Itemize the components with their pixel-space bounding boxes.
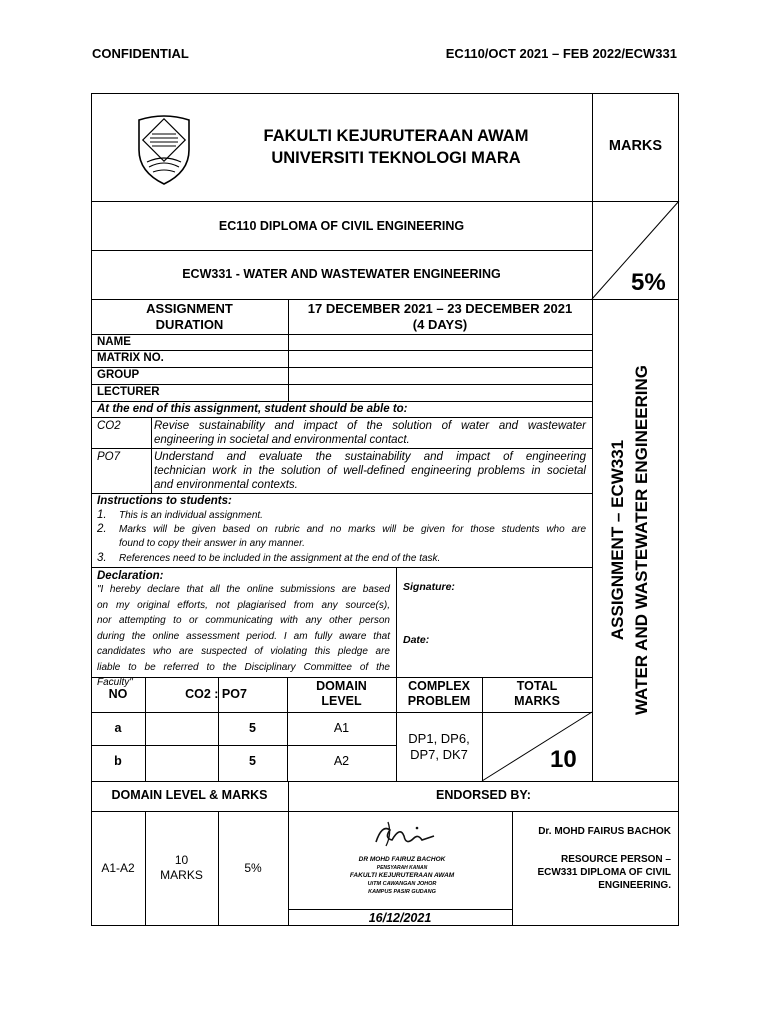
duration-dates-line1: 17 DECEMBER 2021 – 23 DECEMBER 2021 [307, 301, 573, 316]
domain-level-marks-heading: DOMAIN LEVEL & MARKS [111, 788, 268, 802]
name-label: NAME [97, 336, 131, 348]
row-b-marks: 5 [249, 754, 256, 768]
signature-label: Signature: [403, 581, 455, 593]
declaration-line: during the online assessment period. I am fully aware that [97, 630, 390, 642]
declaration-line: nor attempting to or communicating with any other person [97, 615, 390, 626]
programme-title: EC110 DIPLOMA OF CIVIL ENGINEERING [218, 219, 465, 233]
marks-text-line2: MARKS [160, 868, 203, 882]
confidential-label: CONFIDENTIAL [92, 46, 189, 61]
row-a-mark-input[interactable] [147, 715, 216, 743]
instruction-2-line1: Marks will be given based on rubric and no marks will be given for those students who are [119, 524, 586, 535]
faculty-name: FAKULTI KEJURUTERAAN AWAM [263, 127, 529, 145]
stamp-line: DR MOHD FAIRUZ BACHOK [358, 856, 446, 863]
university-name: UNIVERSITI TEKNOLOGI MARA [271, 149, 521, 167]
endorsed-by-heading: ENDORSED BY: [436, 788, 531, 802]
outcome-po7-line1: Understand and evaluate the sustainability and impact of engineering [154, 451, 586, 463]
endorser-role [514, 853, 671, 892]
course-code-header: EC110/OCT 2021 – FEB 2022/ECW331 [445, 46, 677, 61]
declaration-heading: Declaration: [97, 570, 164, 582]
matrix-input[interactable] [290, 352, 590, 365]
row-a-no: a [114, 721, 122, 735]
footer-percent: 5% [244, 861, 262, 875]
date-label: Date: [403, 634, 430, 646]
row-b-level: A2 [333, 754, 350, 768]
marks-text-line1: 10 [174, 853, 189, 867]
instruction-2-line2: found to copy their answer in any manner. [119, 538, 305, 549]
total-marks-value: 10 [550, 746, 577, 773]
side-label-line2: WATER AND WASTEWATER ENGINEERING [632, 364, 651, 716]
side-label-line1: ASSIGNMENT – ECW331 [608, 439, 627, 641]
lecturer-input[interactable] [290, 386, 590, 399]
signature-field[interactable] [400, 596, 588, 626]
outcome-po7-line3: and environmental contexts. [154, 479, 298, 491]
col-header-domain-level [287, 679, 396, 709]
matrix-label: MATRIX NO. [97, 352, 164, 364]
uitm-logo [133, 112, 195, 186]
outcome-co2-line2: engineering in societal and environmental contact. [154, 434, 410, 446]
outcome-po7-line2: technician work in the solution of well-defined engineering problems in societal [154, 465, 586, 477]
duration-label-line2: DURATION [155, 317, 224, 332]
complex-header-line1: COMPLEX [408, 679, 470, 693]
col-header-co-po: CO2 : PO7 [185, 687, 247, 701]
declaration-line: "I hereby declare that all the online submissions are based [97, 584, 390, 595]
total-score-input[interactable] [484, 715, 544, 745]
col-header-total-marks [482, 679, 592, 709]
complex-line1: DP1, DP6, [408, 731, 470, 746]
complex-line2: DP7, DK7 [410, 747, 468, 762]
domain-range: A1-A2 [101, 861, 135, 875]
total-header-line2: MARKS [514, 694, 560, 708]
col-header-no: NO [108, 687, 128, 701]
instruction-num-1: 1. [97, 509, 107, 521]
role-line2: ECW331 DIPLOMA OF CIVIL [537, 867, 671, 878]
outcome-code-co2: CO2 [97, 420, 121, 432]
endorser-name: Dr. MOHD FAIRUS BACHOK [538, 826, 671, 837]
role-line1: RESOURCE PERSON – [560, 854, 671, 865]
instruction-1-text: This is an individual assignment. [119, 510, 263, 521]
row-b-mark-input[interactable] [147, 748, 216, 778]
side-assignment-label [606, 320, 666, 760]
total-header-line1: TOTAL [516, 679, 558, 693]
lecturer-label: LECTURER [97, 386, 160, 398]
signature-scribble [370, 816, 440, 856]
name-input[interactable] [290, 336, 590, 349]
outcomes-heading: At the end of this assignment, student should be able to: [97, 403, 408, 415]
declaration-text [97, 582, 390, 691]
stamp-line: UiTM CAWANGAN JOHOR [367, 881, 437, 887]
duration-label-line1: ASSIGNMENT [146, 301, 233, 316]
total-marks-text [145, 853, 218, 883]
declaration-line: candidates who are suspected of violating this pledge are [97, 646, 390, 657]
declaration-line: Faculty" [97, 677, 133, 688]
endorsement-date: 16/12/2021 [368, 911, 432, 925]
complex-problem-values [396, 731, 482, 763]
instruction-num-3: 3. [97, 552, 107, 564]
marks-label: MARKS [608, 138, 663, 154]
instructions-heading: Instructions to students: [97, 495, 232, 507]
domain-header-line2: LEVEL [321, 694, 362, 708]
row-b-no: b [114, 754, 122, 768]
duration-dates [288, 301, 592, 333]
duration-label [91, 301, 288, 333]
role-line3: ENGINEERING. [598, 880, 671, 891]
course-title: ECW331 - WATER AND WASTEWATER ENGINEERING [182, 267, 501, 281]
endorsement-stamp [342, 814, 462, 904]
stamp-line: PENSYARAH KANAN [376, 865, 428, 871]
row-a-level: A1 [333, 721, 350, 735]
declaration-line: liable to be referred to the Disciplinary Committee of the [97, 661, 390, 673]
declaration-line: on my original efforts, not plagiarised from any source(s), [97, 599, 390, 611]
instruction-3-text: References need to be included in the assignment at the end of the task. [119, 553, 441, 564]
stamp-line: FAKULTI KEJURUTERAAN AWAM [349, 872, 455, 879]
col-header-complex-problem [396, 679, 482, 709]
domain-header-line1: DOMAIN [316, 679, 367, 693]
group-input[interactable] [290, 369, 590, 382]
complex-header-line2: PROBLEM [407, 694, 471, 708]
row-a-marks: 5 [249, 721, 256, 735]
percent-weight: 5% [631, 269, 666, 296]
outcome-code-po7: PO7 [97, 451, 121, 463]
date-field[interactable] [400, 648, 588, 674]
stamp-line: KAMPUS PASIR GUDANG [368, 889, 436, 895]
group-label: GROUP [97, 369, 140, 381]
instruction-num-2: 2. [97, 523, 107, 535]
duration-dates-line2: (4 DAYS) [412, 317, 468, 332]
stamp-text [342, 856, 462, 896]
outcome-co2-line1: Revise sustainability and impact of the solution of water and wastewater [154, 420, 586, 432]
